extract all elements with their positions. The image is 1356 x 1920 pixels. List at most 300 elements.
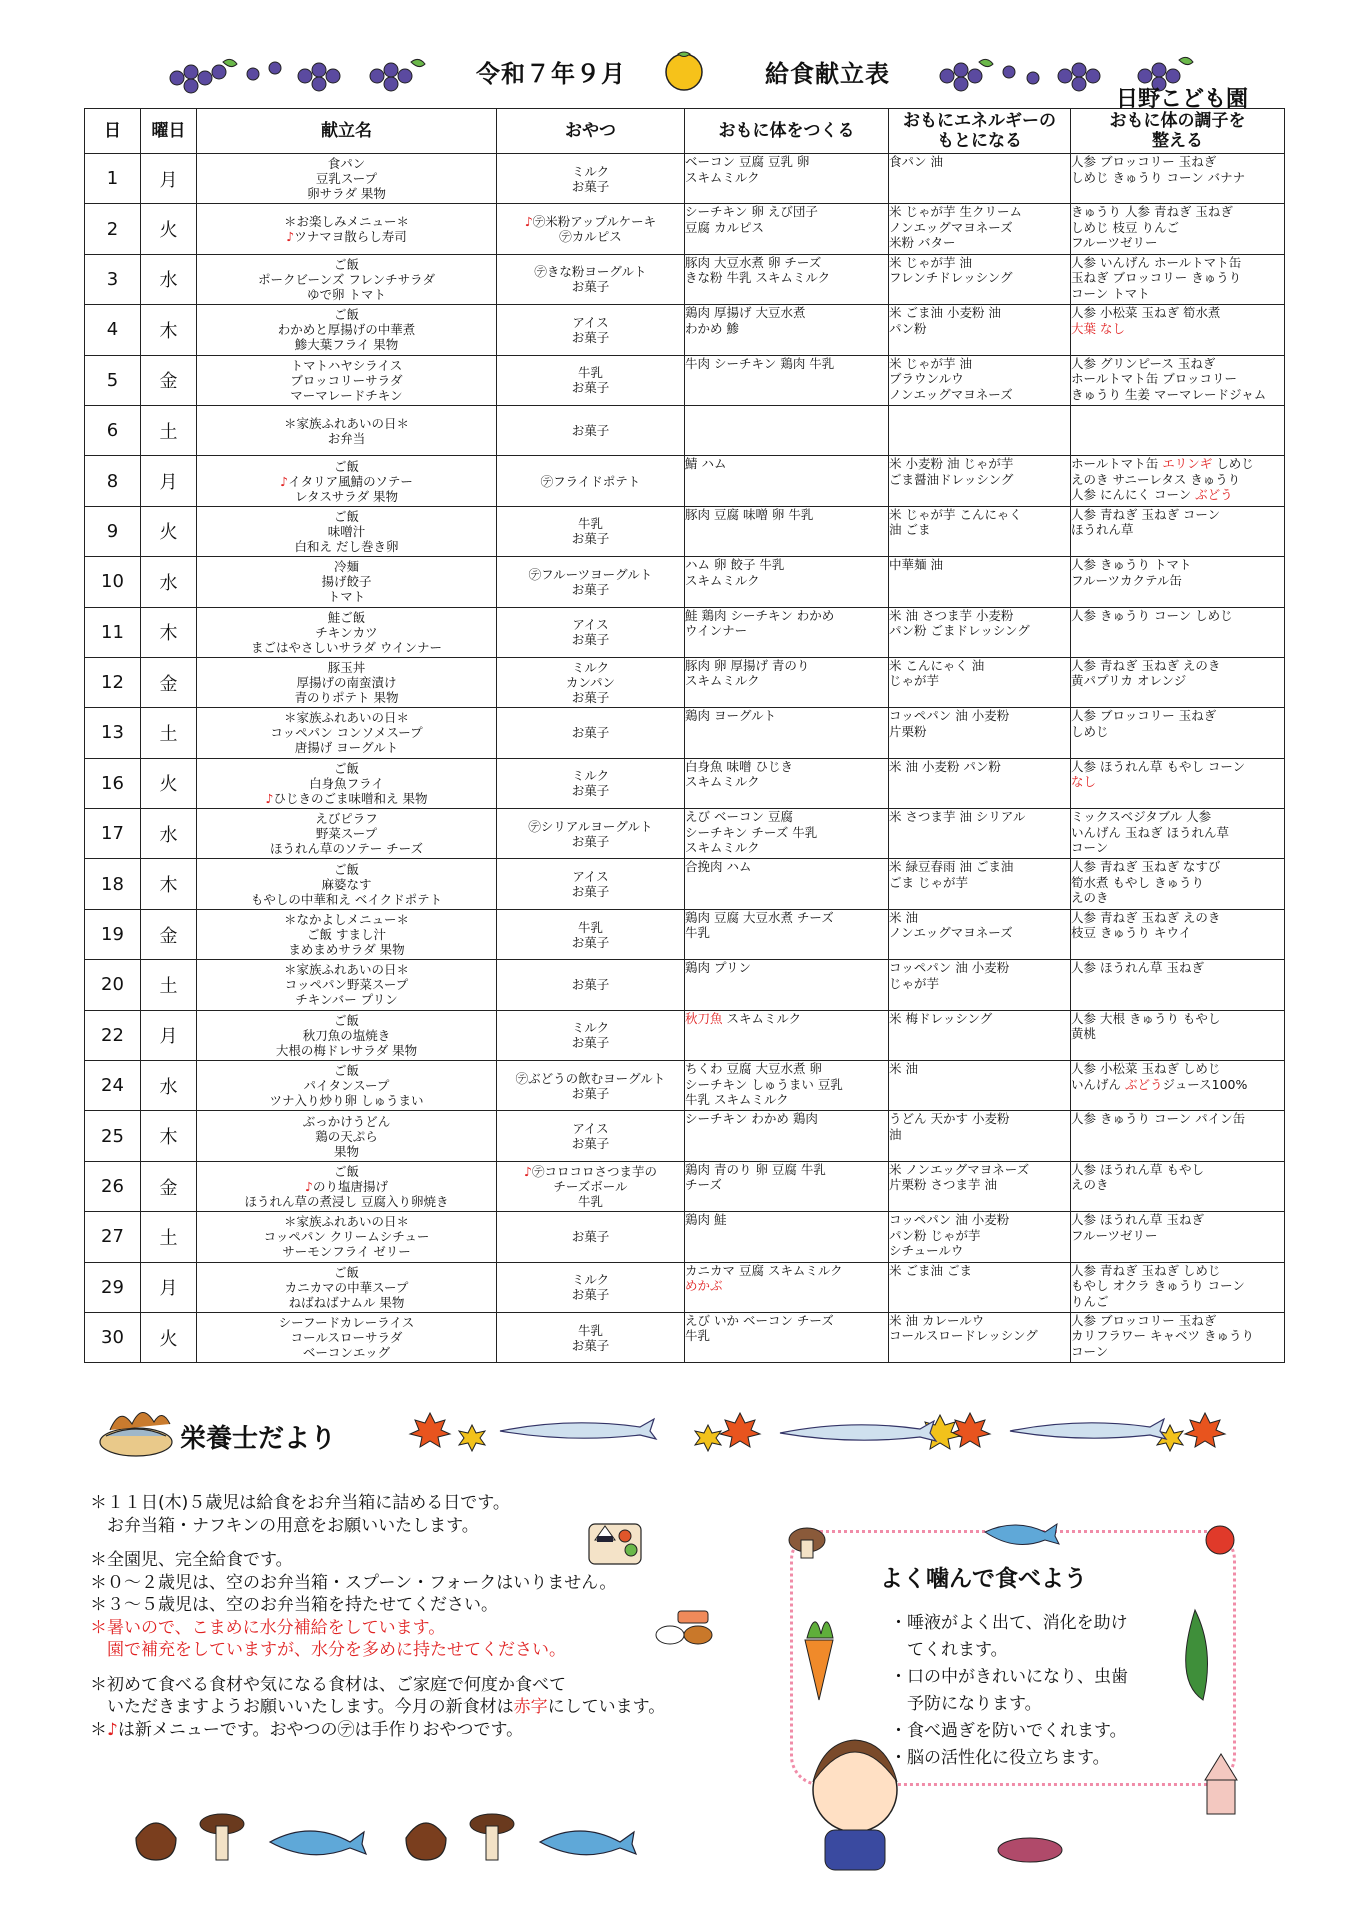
- cell-line: 野菜スープ: [315, 826, 378, 842]
- cell-line: ポークビーンズ フレンチサラダ: [258, 271, 435, 287]
- cell-line: スキムミルク: [685, 572, 760, 588]
- table-row: [85, 1010, 1285, 1060]
- weekday-cell: 土: [141, 405, 197, 455]
- menu-cell: [197, 506, 497, 556]
- cell-line: 青のりポテト 果物: [294, 690, 399, 706]
- cell-line: 米 油 カレールウ: [889, 1312, 985, 1328]
- body-foods-cell: [685, 1111, 889, 1161]
- cell-line: 鶏肉 豆腐 大豆水煮 チーズ: [685, 909, 834, 925]
- day-cell: 3: [85, 254, 141, 304]
- cell-line: ㋢ぶどうの飲むヨーグルト: [515, 1070, 666, 1086]
- weekday-cell: 月: [141, 154, 197, 204]
- cell-line: ブロッコリーサラダ: [290, 372, 403, 388]
- weekday-cell: 火: [141, 1312, 197, 1362]
- body-foods-cell: [685, 607, 889, 657]
- cell-line: コッペパン コンソメスープ: [270, 725, 423, 741]
- cell-line: しめじ 枝豆 りんご: [1071, 219, 1179, 235]
- cell-line: お菓子: [571, 725, 610, 741]
- cell-line: ごま醤油ドレッシング: [889, 471, 1014, 487]
- cell-line: いんげん 玉ねぎ ほうれん草: [1071, 824, 1229, 840]
- footer-decoration: [130, 1808, 650, 1868]
- table-row: [85, 506, 1285, 556]
- cell-line: ご飯: [333, 1264, 359, 1280]
- cell-line: お菓子: [571, 690, 610, 706]
- menu-cell: [197, 154, 497, 204]
- energy-foods-cell: [889, 456, 1071, 506]
- condition-foods-cell: [1071, 154, 1285, 204]
- cell-line: 米 油: [889, 1061, 918, 1077]
- cell-line: お菓子: [571, 1287, 610, 1303]
- cell-line: 果物: [333, 1143, 359, 1159]
- cell-line: 人参 ブロッコリー 玉ねぎ: [1071, 154, 1217, 169]
- snack-cell: [497, 1262, 685, 1312]
- cell-line: カリフラワー キャベツ きゅうり: [1071, 1328, 1254, 1344]
- energy-foods-cell: [889, 1161, 1071, 1211]
- cell-line: まめまめサラダ 果物: [288, 942, 405, 958]
- cell-line: ♪のり塩唐揚げ: [305, 1179, 388, 1194]
- body-foods-cell: [685, 1161, 889, 1211]
- weekday-cell: 水: [141, 254, 197, 304]
- cell-line: ♪ひじきのごま味噌和え 果物: [265, 790, 428, 806]
- cell-line: ベーコンエッグ: [302, 1345, 391, 1361]
- cell-line: コッペパン 油 小麦粉: [889, 1212, 1010, 1228]
- energy-foods-cell: [889, 1111, 1071, 1161]
- cell-line: 人参 にんにく コーン ぶどう: [1071, 487, 1233, 503]
- org-name: 日野こども園: [1116, 87, 1249, 112]
- cell-line: ご飯: [333, 1012, 359, 1028]
- note-line: ＊初めて食べる食材や気になる食材は、ご家庭で何度か食べて: [90, 1674, 566, 1695]
- body-foods-cell: [685, 557, 889, 607]
- cell-line: サーモンフライ ゼリー: [282, 1244, 411, 1260]
- menu-cell: [197, 1312, 497, 1362]
- body-foods-cell: [685, 154, 889, 204]
- cell-line: コッペパン クリームシチュー: [263, 1229, 430, 1245]
- energy-foods-cell: [889, 204, 1071, 254]
- day-cell: 9: [85, 506, 141, 556]
- cell-line: 大根の梅ドレサラダ 果物: [275, 1042, 418, 1058]
- col-day: 日: [85, 109, 141, 154]
- snack-cell: [497, 204, 685, 254]
- snack-cell: [497, 355, 685, 405]
- note-line: ＊暑いので、こまめに水分補給をしています。: [90, 1617, 446, 1638]
- weekday-cell: 火: [141, 758, 197, 808]
- title-menu: 給食献立表: [765, 60, 890, 88]
- day-cell: 10: [85, 557, 141, 607]
- condition-foods-cell: [1071, 1161, 1285, 1211]
- energy-foods-cell: [889, 154, 1071, 204]
- condition-foods-cell: [1071, 607, 1285, 657]
- menu-cell: [197, 204, 497, 254]
- cell-line: フルーツゼリー: [1071, 235, 1158, 251]
- cell-line: お菓子: [571, 581, 610, 597]
- energy-foods-cell: [889, 708, 1071, 758]
- table-row: [85, 1161, 1285, 1211]
- cell-line: スキムミルク: [685, 169, 760, 185]
- table-row: [85, 204, 1285, 254]
- cell-line: 豚肉 大豆水煮 卵 チーズ: [685, 254, 822, 270]
- cell-line: 人参 いんげん ホールトマト缶: [1071, 254, 1242, 270]
- cell-line: 鶏肉 プリン: [685, 960, 751, 976]
- cell-line: ご飯: [333, 760, 359, 776]
- energy-foods-cell: [889, 1061, 1071, 1111]
- table-body: [85, 154, 1285, 1363]
- day-cell: 16: [85, 758, 141, 808]
- cell-line: 鯖 ハム: [685, 456, 727, 472]
- mushroom-icon: [789, 1528, 825, 1558]
- cell-line: 人参 青ねぎ 玉ねぎ えのき: [1071, 657, 1221, 673]
- cell-line: アイス: [572, 1121, 609, 1137]
- cell-line: ねばねばナムル 果物: [288, 1294, 405, 1310]
- cell-line: 米 ノンエッグマヨネーズ: [889, 1161, 1030, 1177]
- snack-cell: [497, 254, 685, 304]
- energy-foods-cell: [889, 1010, 1071, 1060]
- energy-foods-cell: [889, 960, 1071, 1010]
- cell-line: チーズボール: [553, 1179, 628, 1194]
- cell-line: 鶏肉 鮭: [685, 1212, 727, 1228]
- cell-line: もやしの中華和え ベイクドポテト: [250, 891, 443, 907]
- energy-foods-cell: [889, 254, 1071, 304]
- weekday-cell: 月: [141, 456, 197, 506]
- snack-cell: [497, 758, 685, 808]
- day-cell: 27: [85, 1212, 141, 1262]
- cell-line: コーン トマト: [1071, 285, 1150, 301]
- condition-foods-cell: [1071, 1061, 1285, 1111]
- energy-foods-cell: [889, 405, 1071, 455]
- cell-line: ㋢フライドポテト: [540, 473, 641, 489]
- body-foods-cell: [685, 355, 889, 405]
- chew-title: よく噛んで食べよう: [880, 1566, 1087, 1592]
- snack-cell: [497, 557, 685, 607]
- cell-line: えび いか ベーコン チーズ: [685, 1312, 834, 1328]
- body-foods-cell: [685, 909, 889, 959]
- day-cell: 24: [85, 1061, 141, 1111]
- cell-line: めかぶ: [685, 1278, 723, 1294]
- cell-line: 米 さつま芋 油 シリアル: [889, 809, 1026, 825]
- cell-line: 人参 きゅうり トマト: [1071, 557, 1192, 573]
- cell-line: 牛乳: [577, 1322, 603, 1338]
- spinach-icon: [1186, 1610, 1208, 1700]
- cell-line: シーチキン わかめ 鶏肉: [685, 1111, 818, 1127]
- cell-line: 牛肉 シーチキン 鶏肉 牛乳: [685, 355, 835, 371]
- energy-foods-cell: [889, 1262, 1071, 1312]
- cell-line: 米 小麦粉 油 じゃが芋: [889, 456, 1014, 472]
- cell-line: 合挽肉 ハム: [685, 859, 752, 875]
- weekday-cell: 水: [141, 809, 197, 859]
- day-cell: 12: [85, 657, 141, 707]
- table-row: [85, 607, 1285, 657]
- snack-cell: [497, 1161, 685, 1211]
- cell-line: ＊家族ふれあいの日＊: [283, 962, 409, 978]
- cell-line: お菓子: [571, 1035, 610, 1051]
- cell-line: しめじ: [1071, 723, 1109, 739]
- menu-cell: [197, 1212, 497, 1262]
- day-cell: 4: [85, 305, 141, 355]
- cell-line: ㋢フルーツヨーグルト: [528, 566, 653, 582]
- condition-foods-cell: [1071, 355, 1285, 405]
- body-foods-cell: [685, 859, 889, 909]
- cell-line: 米 緑豆春雨 油 ごま油: [889, 859, 1014, 875]
- cell-line: ご飯 すまし汁: [307, 927, 386, 943]
- chew-points: [890, 1610, 1128, 1772]
- cell-line: なし: [1071, 774, 1097, 790]
- body-foods-cell: [685, 204, 889, 254]
- cell-line: りんご: [1071, 1293, 1109, 1309]
- cell-line: えびピラフ: [315, 811, 378, 827]
- cell-line: ノンエッグマヨネーズ: [889, 386, 1013, 402]
- weekday-cell: 木: [141, 1111, 197, 1161]
- snack-cell: [497, 909, 685, 959]
- table-row: [85, 1111, 1285, 1161]
- snack-cell: [497, 506, 685, 556]
- table-row: [85, 960, 1285, 1010]
- cell-line: ミルク: [571, 768, 610, 784]
- cell-line: えのき サニーレタス きゅうり: [1071, 471, 1241, 487]
- cell-line: 豚肉 卵 厚揚げ 青のり: [685, 657, 810, 673]
- day-cell: 2: [85, 204, 141, 254]
- body-foods-cell: [685, 809, 889, 859]
- menu-cell: [197, 1061, 497, 1111]
- energy-foods-cell: [889, 657, 1071, 707]
- cell-line: 黄桃: [1071, 1026, 1097, 1042]
- snack-cell: [497, 456, 685, 506]
- condition-foods-cell: [1071, 506, 1285, 556]
- menu-cell: [197, 1161, 497, 1211]
- cell-line: うどん 天かす 小麦粉: [889, 1111, 1010, 1127]
- cell-line: ノンエッグマヨネーズ: [889, 925, 1013, 941]
- cell-line: 人参 ほうれん草 玉ねぎ: [1071, 960, 1204, 976]
- snack-cell: [497, 708, 685, 758]
- energy-foods-cell: [889, 809, 1071, 859]
- snack-cell: [497, 607, 685, 657]
- cell-line: シチュールウ: [889, 1243, 964, 1259]
- cell-line: お菓子: [571, 1136, 610, 1152]
- day-cell: 30: [85, 1312, 141, 1362]
- day-cell: 26: [85, 1161, 141, 1211]
- menu-cell: [197, 708, 497, 758]
- weekday-cell: 木: [141, 859, 197, 909]
- snack-cell: [497, 1111, 685, 1161]
- newsletter-title: 栄養士だより: [180, 1424, 337, 1454]
- cell-line: ㋢カルピス: [559, 229, 622, 245]
- day-cell: 1: [85, 154, 141, 204]
- cell-line: 人参 小松菜 玉ねぎ 筍水煮: [1071, 305, 1221, 321]
- cell-line: 米 油 小麦粉 パン粉: [889, 758, 1001, 774]
- table-row: [85, 909, 1285, 959]
- snack-cell: [497, 859, 685, 909]
- weekday-cell: 月: [141, 1010, 197, 1060]
- note-line: ＊１１日(木)５歳児は給食をお弁当箱に詰める日です。: [90, 1493, 510, 1513]
- day-cell: 29: [85, 1262, 141, 1312]
- autumn-decoration: [410, 1405, 1230, 1455]
- cell-line: わかめと厚揚げの中華煮: [277, 322, 416, 338]
- grape-left-icon: [165, 48, 435, 100]
- col-menu: 献立名: [197, 109, 497, 154]
- table-row: [85, 758, 1285, 808]
- table-row: [85, 859, 1285, 909]
- body-foods-cell: [685, 1212, 889, 1262]
- cell-line: チキンバー プリン: [295, 992, 398, 1008]
- cell-line: ＊家族ふれあいの日＊: [283, 415, 409, 431]
- cell-line: 人参 青ねぎ 玉ねぎ なすび: [1071, 859, 1221, 875]
- cell-line: 米 油: [889, 909, 918, 925]
- cell-line: チーズ: [685, 1177, 722, 1193]
- cell-line: 豆腐 カルピス: [685, 219, 764, 235]
- weekday-cell: 火: [141, 506, 197, 556]
- body-foods-cell: [685, 657, 889, 707]
- cell-line: コーン: [1071, 1343, 1109, 1359]
- snack-cell: [497, 657, 685, 707]
- table-row: [85, 809, 1285, 859]
- cell-line: ホールトマト缶 ブロッコリー: [1071, 371, 1237, 387]
- cell-line: 米 じゃが芋 油: [889, 355, 972, 371]
- cell-line: 厚揚げの南蛮漬け: [296, 675, 397, 691]
- fish-basket-icon: [96, 1400, 176, 1460]
- cell-line: マーマレードチキン: [290, 387, 403, 403]
- menu-cell: [197, 859, 497, 909]
- cell-line: 人参 グリンピース 玉ねぎ: [1071, 355, 1216, 371]
- cell-line: 卵サラダ 果物: [307, 186, 386, 202]
- menu-cell: [197, 809, 497, 859]
- cell-line: パイタンスープ: [303, 1078, 390, 1094]
- cell-line: ＊なかよしメニュー＊: [283, 912, 409, 928]
- cell-line: スキムミルク: [685, 673, 760, 689]
- day-cell: 5: [85, 355, 141, 405]
- cell-line: ご飯: [333, 1063, 359, 1079]
- cell-line: 牛乳 スキムミルク: [685, 1092, 789, 1108]
- snack-cell: [497, 305, 685, 355]
- sweet-potato-icon: [998, 1838, 1062, 1862]
- day-cell: 22: [85, 1010, 141, 1060]
- cell-line: きゅうり 生姜 マーマレードジャム: [1071, 386, 1267, 402]
- cell-line: シーフードカレーライス: [278, 1315, 415, 1331]
- energy-foods-cell: [889, 1212, 1071, 1262]
- bento-box-icon: [585, 1510, 645, 1570]
- cell-line: 麻婆なす: [321, 876, 372, 892]
- cell-line: 枝豆 きゅうり キウイ: [1071, 925, 1192, 941]
- cell-line: お菓子: [571, 380, 610, 396]
- condition-foods-cell: [1071, 254, 1285, 304]
- weekday-cell: 土: [141, 708, 197, 758]
- cell-line: 鶏肉 厚揚げ 大豆水煮: [685, 305, 806, 321]
- note-line: いただきますようお願いいたします。今月の新食材は赤字にしています。: [90, 1697, 666, 1717]
- table-header: [85, 109, 1285, 154]
- cell-line: 牛乳: [577, 919, 603, 935]
- body-foods-cell: [685, 758, 889, 808]
- energy-foods-cell: [889, 758, 1071, 808]
- table-row: [85, 154, 1285, 204]
- weekday-cell: 金: [141, 1161, 197, 1211]
- body-foods-cell: [685, 405, 889, 455]
- condition-foods-cell: [1071, 405, 1285, 455]
- cell-line: コールスローサラダ: [290, 1330, 403, 1346]
- energy-foods-cell: [889, 557, 1071, 607]
- cell-line: お菓子: [571, 329, 610, 345]
- day-cell: 13: [85, 708, 141, 758]
- title-date: 令和７年９月: [476, 60, 626, 88]
- cell-line: お菓子: [571, 1337, 610, 1353]
- cell-line: ゆで卵 トマト: [307, 286, 386, 302]
- day-cell: 11: [85, 607, 141, 657]
- cell-line: カニカマの中華スープ: [284, 1279, 409, 1295]
- condition-foods-cell: [1071, 809, 1285, 859]
- snack-cell: [497, 405, 685, 455]
- cell-line: お菓子: [571, 833, 610, 849]
- cell-line: ＊家族ふれあいの日＊: [283, 1214, 409, 1230]
- fish-icon: [985, 1524, 1059, 1545]
- weekday-cell: 土: [141, 1212, 197, 1262]
- chew-point: ・脳の活性化に役立ちます。: [890, 1748, 1110, 1768]
- cell-line: きな粉 牛乳 スキムミルク: [685, 270, 831, 286]
- col-energy: おもにエネルギーの もとになる: [889, 109, 1071, 154]
- body-foods-cell: [685, 960, 889, 1010]
- menu-cell: [197, 405, 497, 455]
- cell-line: ㋢きな粉ヨーグルト: [534, 264, 647, 280]
- condition-foods-cell: [1071, 859, 1285, 909]
- condition-foods-cell: [1071, 960, 1285, 1010]
- cell-line: 牛乳: [685, 1328, 711, 1344]
- cell-line: 鶏肉 青のり 卵 豆腐 牛乳: [685, 1161, 826, 1177]
- cell-line: 人参 ほうれん草 もやし コーン: [1071, 758, 1246, 774]
- cell-line: チキンカツ: [315, 624, 378, 640]
- cell-line: 人参 きゅうり コーン パイン缶: [1071, 1111, 1246, 1127]
- menu-cell: [197, 557, 497, 607]
- cell-line: 牛乳: [685, 925, 711, 941]
- cell-line: 味噌汁: [327, 523, 366, 539]
- weekday-cell: 水: [141, 557, 197, 607]
- cell-line: ミルク: [571, 1272, 610, 1288]
- cell-line: ハム 卵 餃子 牛乳: [685, 557, 785, 573]
- cell-line: ちくわ 豆腐 大豆水煮 卵: [685, 1061, 822, 1077]
- menu-cell: [197, 1010, 497, 1060]
- weekday-cell: 木: [141, 305, 197, 355]
- cell-line: 人参 きゅうり コーン しめじ: [1071, 607, 1233, 623]
- cell-line: 人参 ほうれん草 玉ねぎ: [1071, 1212, 1204, 1228]
- cell-line: 玉ねぎ ブロッコリー きゅうり: [1071, 270, 1242, 286]
- cell-line: 秋刀魚 スキムミルク: [685, 1010, 802, 1026]
- cell-line: 白身魚 味噌 ひじき: [685, 758, 793, 774]
- cell-line: パン粉 じゃが芋: [889, 1227, 981, 1243]
- body-foods-cell: [685, 305, 889, 355]
- cell-line: きゅうり 人参 青ねぎ 玉ねぎ: [1071, 204, 1233, 220]
- cell-line: お菓子: [571, 977, 610, 993]
- cell-line: お弁当: [327, 430, 366, 446]
- note-line: 園で補充をしていますが、水分を多めに持たせてください。: [90, 1640, 566, 1660]
- cell-line: コッペパン 油 小麦粉: [889, 708, 1010, 724]
- cell-line: ほうれん草のソテー チーズ: [269, 841, 424, 857]
- condition-foods-cell: [1071, 758, 1285, 808]
- cell-line: ブラウンルウ: [889, 371, 964, 387]
- condition-foods-cell: [1071, 1312, 1285, 1362]
- weekday-cell: 金: [141, 657, 197, 707]
- cell-line: コッペパン野菜スープ: [284, 977, 409, 993]
- cell-line: お菓子: [571, 279, 610, 295]
- col-condition: おもに体の調子を 整える: [1071, 109, 1285, 154]
- cell-line: いんげん ぶどうジュース100%: [1071, 1076, 1248, 1092]
- cell-line: ぶっかけうどん: [302, 1113, 391, 1129]
- note-line: お弁当箱・ナフキンの用意をお願いいたします。: [90, 1515, 479, 1536]
- weekday-cell: 金: [141, 909, 197, 959]
- snack-cell: [497, 1312, 685, 1362]
- cell-line: ＊家族ふれあいの日＊: [283, 710, 409, 726]
- day-cell: 25: [85, 1111, 141, 1161]
- cell-line: 米 じゃが芋 生クリーム: [889, 204, 1022, 220]
- cell-line: 中華麺 油: [889, 557, 943, 573]
- cell-line: 人参 青ねぎ 玉ねぎ しめじ: [1071, 1262, 1221, 1278]
- cell-line: 豚肉 豆腐 味噌 卵 牛乳: [685, 506, 814, 522]
- energy-foods-cell: [889, 506, 1071, 556]
- condition-foods-cell: [1071, 1212, 1285, 1262]
- snack-cell: [497, 1212, 685, 1262]
